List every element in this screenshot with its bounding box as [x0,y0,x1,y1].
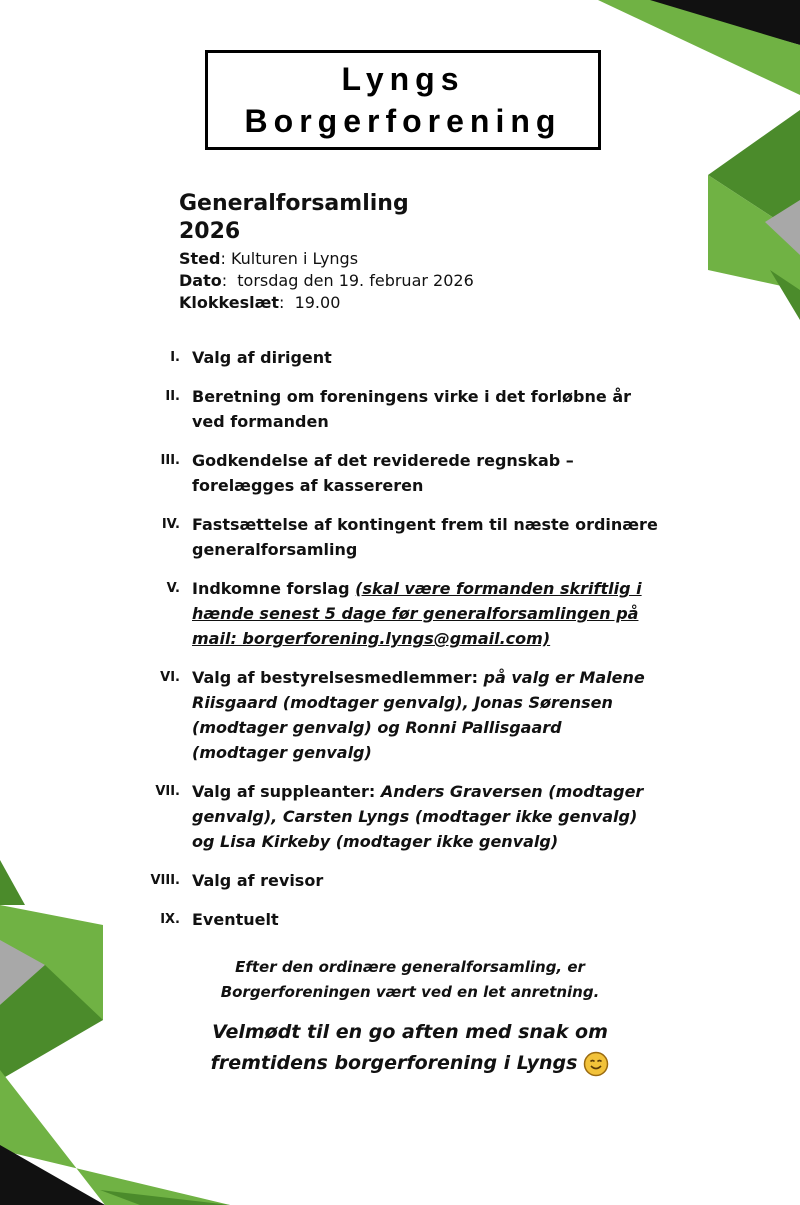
agenda-item [140,345,660,370]
title-line-1: Lyngs [341,61,465,97]
date-value: torsdag den 19. februar 2026 [237,271,474,290]
meeting-heading [179,190,409,246]
agenda-text: Eventuelt [192,910,279,929]
agenda-number: VI. [160,670,180,685]
agenda-item [140,907,660,932]
agenda-text: Beretning om foreningens virke i det forløbne år ved formanden [192,387,631,431]
agenda-number: VIII. [150,873,180,888]
time-value: 19.00 [294,293,341,312]
date-label: Dato [179,271,222,290]
time-row: Klokkeslæt: 19.00 [179,293,341,312]
footer-invitation-line-2: fremtidens borgerforening i Lyngs [210,1052,578,1074]
agenda-item [140,779,660,854]
agenda-number: II. [165,389,180,404]
agenda-text-wrap [192,576,660,651]
time-label: Klokkeslæt [179,293,279,312]
footer-invitation-line-1: Velmødt til en go aften med snak om [212,1021,608,1043]
agenda-text: Fastsættelse af kontingent frem til næste ordinære generalforsamling [192,515,658,559]
title-box [205,50,601,150]
agenda-item [140,512,660,562]
location-value: Kulturen i Lyngs [230,249,359,268]
footer-note-line-1: Efter den ordinære generalforsamling, er [235,958,585,976]
agenda-text: Valg af revisor [192,871,324,890]
agenda-note-board-candidates: på valg er Malene Riisgaard (modtager genvalg), Jonas Sørensen (modtager genvalg) og Ronni Pallisgaard (modtager genvalg) [192,668,645,762]
heading-line-2: 2026 [179,219,241,244]
agenda-text: Valg af bestyrelsesmedlemmer: [192,668,478,687]
footer-invitation [160,1017,660,1079]
agenda-text: Valg af suppleanter: [192,782,376,801]
agenda-item [140,448,660,498]
location-row: Sted: Kulturen i Lyngs [179,249,359,268]
footer-note [160,955,660,1005]
agenda-number: I. [170,350,180,365]
agenda-number: IV. [161,517,180,532]
agenda-item [140,868,660,893]
agenda-list [140,345,660,946]
smiling-face-icon [583,1051,609,1077]
agenda-number: IX. [160,912,180,927]
deco-green-left-top [0,860,25,905]
title-line-2: Borgerforening [244,103,562,139]
heading-line-1: Generalforsamling [179,191,409,216]
agenda-note-submission-rule: (skal være formanden skriftlig i hænde senest 5 dage før generalforsamlingen på mail: borgerforening.lyngs@gmail.com) [192,579,642,648]
agenda-text: Valg af dirigent [192,348,332,367]
agenda-item [140,576,660,651]
agenda-text-wrap [192,779,660,854]
agenda-number: VII. [155,784,180,799]
agenda-note-substitutes: Anders Graversen (modtager genvalg), Carsten Lyngs (modtager ikke genvalg) og Lisa Kirkeby (modtager ikke genvalg) [192,782,644,851]
agenda-text-wrap [192,665,660,765]
date-row: Dato: torsdag den 19. februar 2026 [179,271,474,290]
meeting-details [179,248,474,314]
agenda-number: V. [166,581,180,596]
agenda-text: Indkomne forslag [192,579,350,598]
agenda-number: III. [160,453,180,468]
footer-note-line-2: Borgerforeningen vært ved en let anretning. [220,983,600,1001]
agenda-item [140,665,660,765]
location-label: Sted [179,249,221,268]
agenda-text: Godkendelse af det reviderede regnskab – forelægges af kassereren [192,451,574,495]
footer-invitation-line-2-wrap [160,1048,660,1079]
agenda-item [140,384,660,434]
